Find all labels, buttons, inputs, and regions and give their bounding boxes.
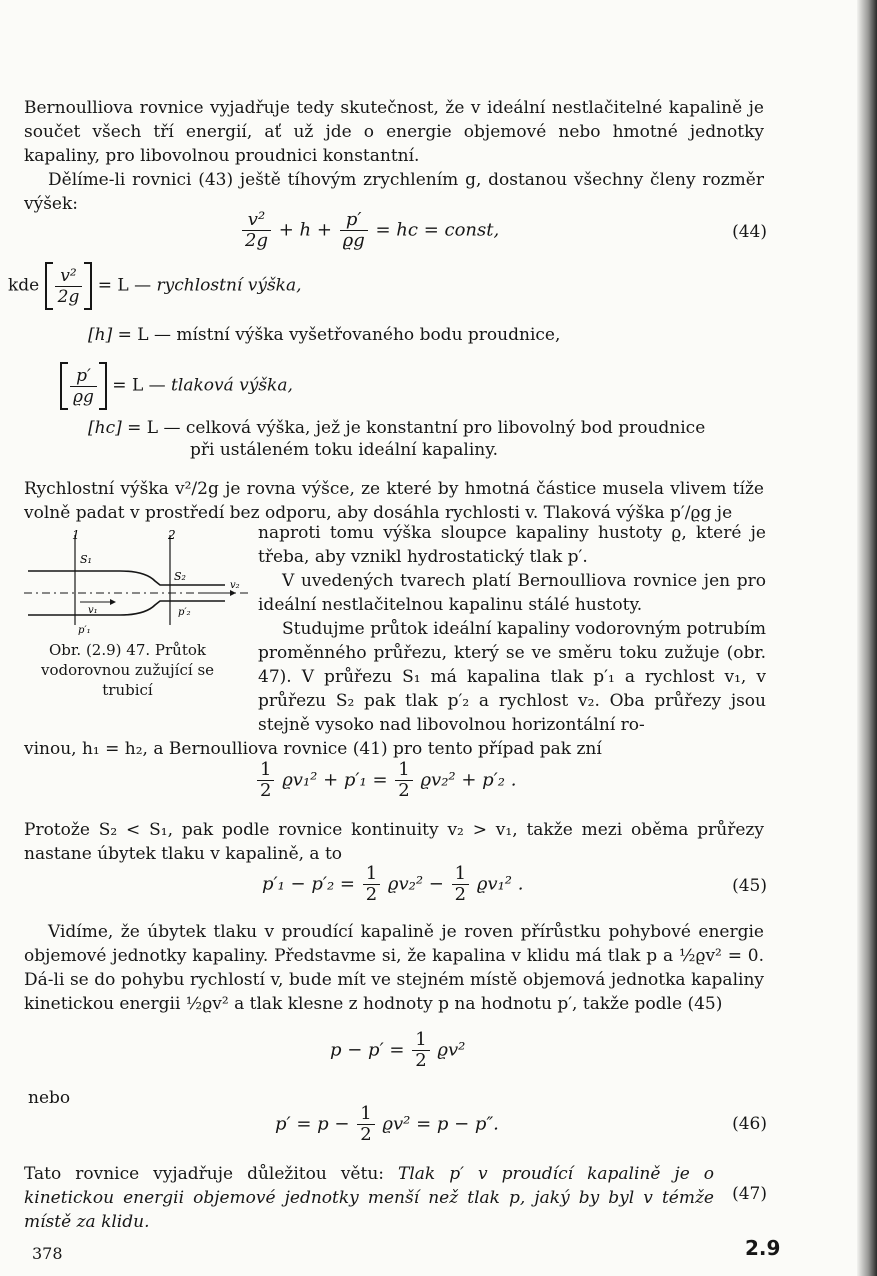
eq-pp-two: 2 [415,1050,427,1071]
equation-p-minus-p-prime [330,1030,465,1071]
def1-text: = L — [97,275,157,296]
paragraph-study-tail: vinou, h₁ = h₂, a Bernoulliova rovnice (41) pro tento případ pak zní [24,739,602,759]
paragraph-since: Protože S₂ < S₁, pak podle rovnice kontinuity v₂ > v₁, takže mezi oběma průřezy nastane úbytek tlaku v kapalině, a to [24,820,764,864]
eq45-t1: ϱv₂² − [387,873,444,895]
equation-energy [255,760,516,801]
section-number: 2.9 [745,1236,781,1260]
def3-den: ϱg [73,386,94,407]
equation-44-number: (44) [732,222,767,242]
figure-label-p2: p′₂ [178,607,191,618]
eq46-lhs: p′ = p − [275,1113,350,1135]
eq45-one-a: 1 [363,864,380,885]
eq-pp-lhs: p − p′ = [330,1039,405,1061]
right-bracket [99,362,107,410]
equation-45-number: (45) [732,876,767,896]
definition-local-height [88,325,560,345]
eq46-one: 1 [357,1104,374,1125]
v1-arrowhead [110,599,116,605]
eq44-plus: + h + [278,219,332,241]
def4-text-line1: = L — celková výška, jež je konstantní pro libovolný bod proudnice [127,418,706,438]
equation-44 [240,210,499,251]
eq45-one-b: 1 [452,864,469,885]
definition-velocity-height [8,262,302,310]
eq-energy-lhs: ϱv₁² + p′₁ = [282,769,388,791]
figure-label-s2: S₂ [174,570,186,583]
paragraph-speed-height: Rychlostní výška v²/2g je rovna výšce, ze které by hmotná částice musela vlivem tíže volně padat v prostředí bez odporu, aby dosáhla rychlosti v. Tlaková výška p′/ϱg je [24,479,764,523]
eq46-rhs: ϱv² = p − p″. [382,1113,499,1135]
paragraph-final [24,1162,714,1234]
eq-energy-two-a: 2 [260,780,272,801]
eq-pp-one: 1 [412,1030,429,1051]
final-plain: Tato rovnice vyjadřuje důležitou větu: [24,1164,399,1184]
eq45-two-a: 2 [365,884,378,905]
paragraph-valid: V uvedených tvarech platí Bernoulliova rovnice jen pro ideální nestlačitelnou kapalinu stálé hustoty. [258,571,766,615]
figure-label-1: 1 [72,528,80,542]
paragraph-wrap: naproti tomu výška sloupce kapaliny hustoty ϱ, které je třeba, aby vznikl hydrostatický tlak p′. [258,523,766,567]
eq44-p-prime: p′ [340,210,368,231]
def3-text-italic: tlaková výška, [171,375,293,396]
eq45-lhs: p′₁ − p′₂ = [262,873,355,895]
paragraph-intro: Bernoulliova rovnice vyjadřuje tedy skutečnost, že v ideální nestlačitelné kapalině je součet všech tří energií, ať už jde o energie objemové nebo hmotné jednotky kapaliny, pro libovolnou proudnici konstantní. [24,98,764,166]
def4-label: [hc] [88,418,122,438]
figure-label-v2: v₂ [230,580,240,591]
figure-label-s1: S₁ [80,553,92,566]
equation-46 [275,1104,499,1145]
eq45-t2: ϱv₁² . [476,873,524,895]
def3-num: p′ [70,366,97,387]
figure-label-v1: v₁ [88,605,98,616]
eq44-rho-g: ϱg [342,230,365,251]
def2-label: [h] [88,325,113,345]
paragraph-see: Vidíme, že úbytek tlaku v proudící kapalině je roven přírůstku pohybové energie objemové jednotky kapaliny. Představme si, že kapalina v klidu má tlak p a ½ϱv² = 0. Dá-li se do pohybu rychlostí v, bude mít ve stejném místě objemová jednotka kapaliny kinetickou energii ½ϱv² a tlak klesne z hodnoty p na hodnotu p′, takže podle (45) [24,922,764,1014]
left-bracket [45,262,53,310]
pipe-lower-wall [28,601,225,615]
kde-label: kde [8,275,40,296]
paragraph-study: Studujme průtok ideální kapaliny vodorovným potrubím proměnného průřezu, který se ve směru toku zužuje (obr. 47). V průřezu S₁ má kapalina tlak p′₁ a rychlost v₁, v průřezu S₂ pak tlak p′₂ a rychlost v₂. Oba průřezy jsou stejně vysoko nad libovolnou horizontální ro- [258,619,766,735]
definition-total-height-line2: při ustáleném toku ideální kapaliny. [190,440,499,460]
final-theorem: Tlak p′ v proudící kapalině je o kinetickou energii objemové jednotky menší než tlak p, jaký by byl v témže místě za klidu. [24,1164,714,1232]
eq-energy-one-b: 1 [395,760,412,781]
page-number: 378 [32,1244,63,1263]
right-bracket [84,262,92,310]
eq44-rest: = hc = const, [375,219,500,241]
def3-text: = L — [112,375,172,396]
def2-text: = L — místní výška vyšetřovaného bodu proudnice, [117,325,561,345]
def1-den: 2g [57,286,80,307]
eq45-two-b: 2 [454,884,467,905]
eq-energy-one-a: 1 [257,760,274,781]
pipe-upper-wall [28,571,225,585]
paragraph-divide: Dělíme-li rovnici (43) ještě tíhovým zrychlením g, dostanou všechny členy rozměr výšek: [24,170,764,214]
def1-num: v² [55,266,83,287]
definition-total-height [88,418,705,438]
eq-pp-rhs: ϱv² [437,1039,466,1061]
equation-46-number: (46) [732,1114,767,1134]
left-bracket [60,362,68,410]
equation-47-number: (47) [732,1184,767,1204]
definition-pressure-height [60,362,293,410]
figure-label-p1: p′₁ [78,625,91,636]
figure-label-2: 2 [168,528,176,542]
eq-energy-two-b: 2 [398,780,410,801]
eq44-v2: v² [242,210,271,231]
figure-47-pipe [20,525,252,645]
page-edge-shadow [857,0,877,1276]
def1-text-italic: rychlostní výška, [156,275,302,296]
eq-energy-rhs: ϱv₂² + p′₂ . [420,769,517,791]
word-nebo: nebo [28,1088,71,1108]
eq44-2g: 2g [245,230,268,251]
figure-caption: Obr. (2.9) 47. Průtok vodorovnou zužující se trubicí [40,641,215,699]
eq46-two: 2 [360,1124,372,1145]
equation-45 [262,864,523,905]
